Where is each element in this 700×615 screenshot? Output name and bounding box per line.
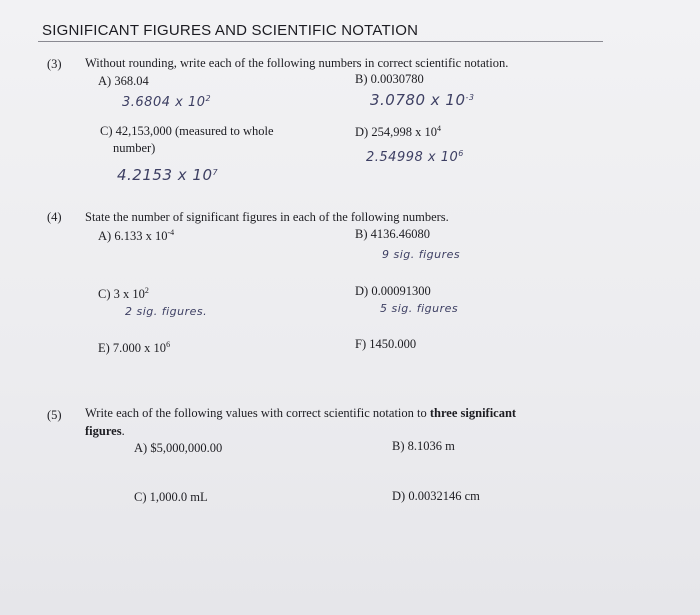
- page-title: SIGNIFICANT FIGURES AND SCIENTIFIC NOTATION: [42, 22, 419, 39]
- q3-c-label-line2: number): [113, 141, 156, 155]
- q4-b-label: B) 4136.46080: [355, 227, 430, 241]
- q3-c-handwritten-answer: 4.2153 x $10^7$: [117, 166, 219, 184]
- q5-c-label: C) 1,000.0 mL: [134, 490, 208, 504]
- q4-c-handwritten-answer: 2 sig. figures.: [125, 305, 208, 318]
- q3-b-label: B) 0.0030780: [355, 72, 424, 86]
- q3-c-label-line1: C) 42,153,000 (measured to whole: [100, 124, 274, 138]
- q4-d-handwritten-answer: 5 sig. figures: [380, 302, 459, 315]
- q4-a-label: A) 6.133 x $10^{-4}$: [98, 228, 175, 243]
- q3-b-handwritten-answer: 3.0780 x $10^{-3}$: [370, 91, 475, 109]
- q4-f-label: F) 1450.000: [355, 337, 417, 351]
- q5-d-label: D) 0.0032146 cm: [392, 489, 480, 503]
- q3-d-handwritten-answer: 2.54998 x $10^6$: [366, 149, 464, 165]
- q4-b-handwritten-answer: 9 sig. figures: [382, 248, 461, 261]
- q3-d-label: D) 254,998 x $10^4$: [355, 124, 441, 139]
- q4-c-label: C) 3 x $10^2$: [98, 286, 149, 301]
- q3-a-handwritten-answer: 3.6804 x $10^2$: [122, 94, 212, 110]
- q5-b-label: B) 8.1036 m: [392, 439, 455, 453]
- question-3-number: (3): [47, 57, 62, 71]
- question-5-prompt-line1: Write each of the following values with correct scientific notation to three significant: [85, 406, 517, 420]
- question-5-prompt-line2: figures.: [85, 424, 125, 438]
- question-3-prompt: Without rounding, write each of the following numbers in correct scientific notation.: [85, 56, 509, 70]
- q3-a-label: A) 368.04: [98, 74, 149, 88]
- q5-a-label: A) $5,000,000.00: [134, 441, 223, 455]
- question-4-prompt: State the number of significant figures in each of the following numbers.: [85, 210, 449, 224]
- question-4-number: (4): [47, 210, 62, 224]
- question-5-number: (5): [47, 408, 62, 422]
- q4-e-label: E) 7.000 x $10^6$: [98, 340, 171, 355]
- title-divider: [38, 41, 603, 42]
- q4-d-label: D) 0.00091300: [355, 284, 431, 298]
